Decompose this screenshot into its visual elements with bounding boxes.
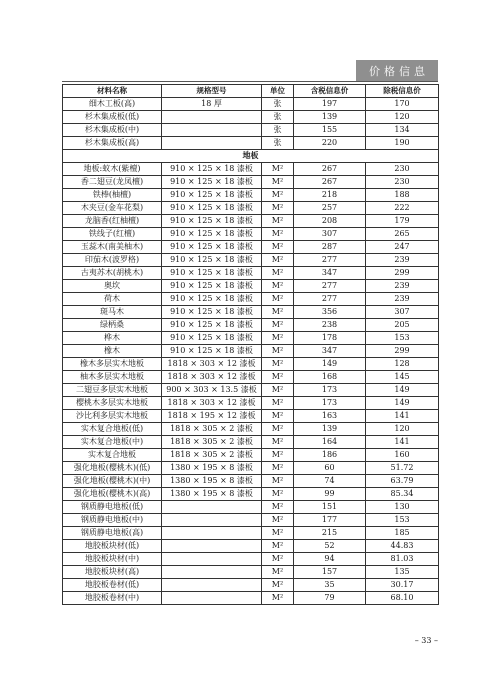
cell-price-tax-excl: 179 bbox=[366, 215, 439, 228]
cell-price-tax-excl: 44.83 bbox=[366, 540, 439, 553]
table-row bbox=[63, 579, 439, 592]
cell-price-tax-excl: 239 bbox=[366, 254, 439, 267]
table-row bbox=[63, 98, 439, 111]
cell-spec: 910 × 125 × 18 漆板 bbox=[162, 176, 262, 189]
table-row bbox=[63, 124, 439, 137]
cell-price-tax-excl: 30.17 bbox=[366, 579, 439, 592]
table-row bbox=[63, 553, 439, 566]
cell-price-tax-incl: 257 bbox=[294, 202, 366, 215]
cell-spec bbox=[162, 527, 262, 540]
cell-spec: 910 × 125 × 18 漆板 bbox=[162, 293, 262, 306]
cell-material-name: 绿柄桑 bbox=[63, 319, 162, 332]
cell-price-tax-incl: 208 bbox=[294, 215, 366, 228]
page-number: – 33 – bbox=[414, 636, 438, 645]
cell-price-tax-incl: 52 bbox=[294, 540, 366, 553]
table-row bbox=[63, 254, 439, 267]
cell-unit: M² bbox=[262, 410, 294, 423]
cell-price-tax-incl: 277 bbox=[294, 280, 366, 293]
cell-spec: 910 × 125 × 18 漆板 bbox=[162, 345, 262, 358]
table-row bbox=[63, 397, 439, 410]
cell-unit: 张 bbox=[262, 137, 294, 150]
cell-price-tax-incl: 238 bbox=[294, 319, 366, 332]
cell-unit: M² bbox=[262, 527, 294, 540]
table-row bbox=[63, 449, 439, 462]
cell-material-name: 橡木 bbox=[63, 345, 162, 358]
cell-spec bbox=[162, 579, 262, 592]
cell-unit: M² bbox=[262, 293, 294, 306]
table-row bbox=[63, 475, 439, 488]
cell-price-tax-excl: 128 bbox=[366, 358, 439, 371]
cell-price-tax-excl: 205 bbox=[366, 319, 439, 332]
cell-price-tax-incl: 347 bbox=[294, 345, 366, 358]
cell-material-name: 木夹豆(金车花梨) bbox=[63, 202, 162, 215]
table-row bbox=[63, 345, 439, 358]
cell-spec: 1818 × 303 × 12 漆板 bbox=[162, 371, 262, 384]
cell-spec: 910 × 125 × 18 漆板 bbox=[162, 280, 262, 293]
cell-price-tax-excl: 85.34 bbox=[366, 488, 439, 501]
table-row bbox=[63, 514, 439, 527]
column-header-tax-excl: 除税信息价 bbox=[366, 85, 439, 98]
cell-material-name: 实木复合地板(中) bbox=[63, 436, 162, 449]
table-row bbox=[63, 241, 439, 254]
cell-unit: M² bbox=[262, 345, 294, 358]
cell-price-tax-incl: 173 bbox=[294, 397, 366, 410]
table-row bbox=[63, 228, 439, 241]
cell-price-tax-excl: 299 bbox=[366, 345, 439, 358]
cell-material-name: 地板:蚁木(紫檀) bbox=[63, 163, 162, 176]
cell-price-tax-excl: 81.03 bbox=[366, 553, 439, 566]
cell-spec: 910 × 125 × 18 漆板 bbox=[162, 332, 262, 345]
table-row bbox=[63, 371, 439, 384]
section-row bbox=[63, 150, 439, 163]
cell-unit: M² bbox=[262, 423, 294, 436]
cell-price-tax-excl: 230 bbox=[366, 176, 439, 189]
cell-price-tax-incl: 218 bbox=[294, 189, 366, 202]
cell-unit: M² bbox=[262, 371, 294, 384]
table-row bbox=[63, 384, 439, 397]
cell-material-name: 地胶板卷材(中) bbox=[63, 592, 162, 605]
cell-material-name: 樱桃木多层实木地板 bbox=[63, 397, 162, 410]
cell-spec bbox=[162, 592, 262, 605]
cell-price-tax-incl: 99 bbox=[294, 488, 366, 501]
table-row bbox=[63, 111, 439, 124]
cell-price-tax-excl: 145 bbox=[366, 371, 439, 384]
cell-price-tax-excl: 190 bbox=[366, 137, 439, 150]
cell-spec bbox=[162, 540, 262, 553]
column-header-name: 材料名称 bbox=[63, 85, 162, 98]
cell-price-tax-incl: 139 bbox=[294, 111, 366, 124]
cell-price-tax-incl: 347 bbox=[294, 267, 366, 280]
table-row bbox=[63, 319, 439, 332]
cell-unit: M² bbox=[262, 514, 294, 527]
cell-unit: 张 bbox=[262, 124, 294, 137]
cell-spec: 1818 × 195 × 12 漆板 bbox=[162, 410, 262, 423]
cell-material-name: 龙脑香(红柚檀) bbox=[63, 215, 162, 228]
cell-material-name: 钢质静电地板(高) bbox=[63, 527, 162, 540]
cell-material-name: 香二翅豆(龙凤檀) bbox=[63, 176, 162, 189]
table-row bbox=[63, 202, 439, 215]
cell-unit: M² bbox=[262, 488, 294, 501]
cell-material-name: 地胶板块材(中) bbox=[63, 553, 162, 566]
cell-price-tax-excl: 134 bbox=[366, 124, 439, 137]
cell-price-tax-excl: 247 bbox=[366, 241, 439, 254]
cell-unit: M² bbox=[262, 267, 294, 280]
cell-spec: 910 × 125 × 18 漆板 bbox=[162, 215, 262, 228]
cell-unit: M² bbox=[262, 579, 294, 592]
table-row bbox=[63, 423, 439, 436]
cell-material-name: 实木复合地板(低) bbox=[63, 423, 162, 436]
cell-spec: 1818 × 303 × 12 漆板 bbox=[162, 358, 262, 371]
column-header-tax-incl: 含税信息价 bbox=[294, 85, 366, 98]
cell-price-tax-incl: 307 bbox=[294, 228, 366, 241]
cell-price-tax-excl: 120 bbox=[366, 111, 439, 124]
cell-price-tax-excl: 130 bbox=[366, 501, 439, 514]
cell-price-tax-excl: 230 bbox=[366, 163, 439, 176]
table-row bbox=[63, 189, 439, 202]
cell-material-name: 细木工板(高) bbox=[63, 98, 162, 111]
cell-price-tax-incl: 139 bbox=[294, 423, 366, 436]
cell-unit: M² bbox=[262, 306, 294, 319]
cell-unit: M² bbox=[262, 280, 294, 293]
cell-spec: 910 × 125 × 18 漆板 bbox=[162, 163, 262, 176]
cell-price-tax-incl: 267 bbox=[294, 176, 366, 189]
cell-price-tax-incl: 35 bbox=[294, 579, 366, 592]
cell-unit: M² bbox=[262, 254, 294, 267]
cell-price-tax-incl: 163 bbox=[294, 410, 366, 423]
table-row bbox=[63, 358, 439, 371]
cell-price-tax-excl: 149 bbox=[366, 384, 439, 397]
cell-material-name: 铁棒(柚檀) bbox=[63, 189, 162, 202]
cell-spec: 18 厚 bbox=[162, 98, 262, 111]
cell-material-name: 印茄木(波罗格) bbox=[63, 254, 162, 267]
cell-price-tax-incl: 164 bbox=[294, 436, 366, 449]
table-body bbox=[63, 98, 439, 605]
cell-material-name: 荷木 bbox=[63, 293, 162, 306]
column-header-unit: 单位 bbox=[262, 85, 294, 98]
cell-price-tax-excl: 153 bbox=[366, 514, 439, 527]
cell-spec bbox=[162, 137, 262, 150]
cell-spec: 910 × 125 × 18 漆板 bbox=[162, 189, 262, 202]
cell-price-tax-incl: 151 bbox=[294, 501, 366, 514]
cell-material-name: 地胶板块材(低) bbox=[63, 540, 162, 553]
cell-price-tax-incl: 79 bbox=[294, 592, 366, 605]
cell-spec bbox=[162, 553, 262, 566]
cell-spec: 1818 × 305 × 2 漆板 bbox=[162, 436, 262, 449]
cell-unit: M² bbox=[262, 319, 294, 332]
cell-unit: M² bbox=[262, 228, 294, 241]
table-row bbox=[63, 462, 439, 475]
cell-material-name: 钢质静电地板(低) bbox=[63, 501, 162, 514]
cell-price-tax-incl: 178 bbox=[294, 332, 366, 345]
cell-spec bbox=[162, 111, 262, 124]
price-table bbox=[62, 84, 439, 605]
table-row bbox=[63, 176, 439, 189]
cell-spec bbox=[162, 501, 262, 514]
cell-spec: 1818 × 303 × 12 漆板 bbox=[162, 397, 262, 410]
cell-material-name: 橡木多层实木地板 bbox=[63, 358, 162, 371]
cell-spec: 1818 × 305 × 2 漆板 bbox=[162, 423, 262, 436]
cell-price-tax-incl: 215 bbox=[294, 527, 366, 540]
table-header-row bbox=[63, 85, 439, 98]
cell-spec: 1380 × 195 × 8 漆板 bbox=[162, 488, 262, 501]
cell-material-name: 地胶板块材(高) bbox=[63, 566, 162, 579]
cell-price-tax-incl: 155 bbox=[294, 124, 366, 137]
cell-unit: M² bbox=[262, 332, 294, 345]
cell-price-tax-excl: 307 bbox=[366, 306, 439, 319]
cell-price-tax-incl: 157 bbox=[294, 566, 366, 579]
cell-price-tax-excl: 265 bbox=[366, 228, 439, 241]
cell-spec: 910 × 125 × 18 漆板 bbox=[162, 254, 262, 267]
cell-price-tax-incl: 356 bbox=[294, 306, 366, 319]
cell-unit: M² bbox=[262, 215, 294, 228]
table-row bbox=[63, 293, 439, 306]
cell-price-tax-excl: 188 bbox=[366, 189, 439, 202]
cell-price-tax-incl: 60 bbox=[294, 462, 366, 475]
cell-material-name: 柚木多层实木地板 bbox=[63, 371, 162, 384]
cell-unit: M² bbox=[262, 592, 294, 605]
table-row bbox=[63, 215, 439, 228]
cell-price-tax-incl: 168 bbox=[294, 371, 366, 384]
cell-price-tax-incl: 277 bbox=[294, 293, 366, 306]
cell-price-tax-excl: 135 bbox=[366, 566, 439, 579]
cell-spec: 1380 × 195 × 8 漆板 bbox=[162, 462, 262, 475]
cell-material-name: 二翅豆多层实木地板 bbox=[63, 384, 162, 397]
cell-material-name: 强化地板(樱桃木)(中) bbox=[63, 475, 162, 488]
cell-price-tax-incl: 267 bbox=[294, 163, 366, 176]
cell-price-tax-incl: 173 bbox=[294, 384, 366, 397]
cell-unit: M² bbox=[262, 176, 294, 189]
cell-price-tax-excl: 299 bbox=[366, 267, 439, 280]
table-row bbox=[63, 410, 439, 423]
table-row bbox=[63, 527, 439, 540]
cell-price-tax-excl: 239 bbox=[366, 280, 439, 293]
section-tab bbox=[356, 60, 438, 81]
cell-material-name: 玉蕊木(南美柚木) bbox=[63, 241, 162, 254]
cell-unit: M² bbox=[262, 241, 294, 254]
cell-price-tax-incl: 197 bbox=[294, 98, 366, 111]
cell-spec: 1818 × 305 × 2 漆板 bbox=[162, 449, 262, 462]
cell-material-name: 铁线子(红檀) bbox=[63, 228, 162, 241]
cell-unit: M² bbox=[262, 540, 294, 553]
cell-price-tax-excl: 68.10 bbox=[366, 592, 439, 605]
cell-price-tax-incl: 186 bbox=[294, 449, 366, 462]
cell-spec: 900 × 303 × 13.5 漆板 bbox=[162, 384, 262, 397]
cell-material-name: 钢质静电地板(中) bbox=[63, 514, 162, 527]
cell-spec bbox=[162, 514, 262, 527]
cell-spec: 910 × 125 × 18 漆板 bbox=[162, 267, 262, 280]
cell-price-tax-excl: 222 bbox=[366, 202, 439, 215]
cell-material-name: 杉木集成板(低) bbox=[63, 111, 162, 124]
cell-price-tax-excl: 63.79 bbox=[366, 475, 439, 488]
cell-spec bbox=[162, 566, 262, 579]
cell-unit: M² bbox=[262, 566, 294, 579]
column-header-spec: 规格型号 bbox=[162, 85, 262, 98]
cell-price-tax-incl: 177 bbox=[294, 514, 366, 527]
cell-material-name: 桦木 bbox=[63, 332, 162, 345]
cell-spec bbox=[162, 124, 262, 137]
table-row bbox=[63, 163, 439, 176]
cell-unit: M² bbox=[262, 358, 294, 371]
table-row bbox=[63, 592, 439, 605]
cell-unit: 张 bbox=[262, 98, 294, 111]
cell-price-tax-excl: 170 bbox=[366, 98, 439, 111]
cell-price-tax-incl: 94 bbox=[294, 553, 366, 566]
table-row bbox=[63, 436, 439, 449]
cell-unit: M² bbox=[262, 202, 294, 215]
cell-price-tax-excl: 160 bbox=[366, 449, 439, 462]
cell-material-name: 实木复合地板 bbox=[63, 449, 162, 462]
table-row bbox=[63, 566, 439, 579]
cell-price-tax-excl: 239 bbox=[366, 293, 439, 306]
cell-spec: 910 × 125 × 18 漆板 bbox=[162, 241, 262, 254]
cell-material-name: 强化地板(樱桃木)(低) bbox=[63, 462, 162, 475]
cell-unit: M² bbox=[262, 436, 294, 449]
cell-material-name: 地胶板卷材(低) bbox=[63, 579, 162, 592]
cell-unit: M² bbox=[262, 384, 294, 397]
cell-material-name: 杉木集成板(高) bbox=[63, 137, 162, 150]
cell-unit: M² bbox=[262, 163, 294, 176]
cell-price-tax-incl: 220 bbox=[294, 137, 366, 150]
cell-unit: 张 bbox=[262, 111, 294, 124]
cell-unit: M² bbox=[262, 189, 294, 202]
cell-price-tax-incl: 74 bbox=[294, 475, 366, 488]
cell-unit: M² bbox=[262, 397, 294, 410]
cell-unit: M² bbox=[262, 553, 294, 566]
cell-material-name: 强化地板(樱桃木)(高) bbox=[63, 488, 162, 501]
section-title: 地板 bbox=[63, 150, 439, 163]
cell-price-tax-excl: 141 bbox=[366, 436, 439, 449]
cell-material-name: 杉木集成板(中) bbox=[63, 124, 162, 137]
cell-spec: 910 × 125 × 18 漆板 bbox=[162, 228, 262, 241]
cell-spec: 910 × 125 × 18 漆板 bbox=[162, 202, 262, 215]
table-row bbox=[63, 267, 439, 280]
cell-price-tax-incl: 149 bbox=[294, 358, 366, 371]
cell-price-tax-incl: 277 bbox=[294, 254, 366, 267]
cell-price-tax-excl: 153 bbox=[366, 332, 439, 345]
header-rule bbox=[62, 81, 438, 82]
cell-price-tax-incl: 287 bbox=[294, 241, 366, 254]
cell-price-tax-excl: 141 bbox=[366, 410, 439, 423]
cell-unit: M² bbox=[262, 462, 294, 475]
table-row bbox=[63, 332, 439, 345]
table-row bbox=[63, 488, 439, 501]
table-row bbox=[63, 280, 439, 293]
cell-price-tax-excl: 51.72 bbox=[366, 462, 439, 475]
cell-material-name: 古夷苏木(胡桃木) bbox=[63, 267, 162, 280]
cell-material-name: 奥坎 bbox=[63, 280, 162, 293]
cell-unit: M² bbox=[262, 501, 294, 514]
table-row bbox=[63, 306, 439, 319]
table-row bbox=[63, 501, 439, 514]
cell-spec: 910 × 125 × 18 漆板 bbox=[162, 319, 262, 332]
section-tab-label: 价格信息 bbox=[369, 64, 429, 78]
table-row bbox=[63, 540, 439, 553]
cell-material-name: 沙比利多层实木地板 bbox=[63, 410, 162, 423]
cell-price-tax-excl: 120 bbox=[366, 423, 439, 436]
cell-price-tax-excl: 185 bbox=[366, 527, 439, 540]
cell-unit: M² bbox=[262, 475, 294, 488]
cell-spec: 1380 × 195 × 8 漆板 bbox=[162, 475, 262, 488]
table-row bbox=[63, 137, 439, 150]
cell-spec: 910 × 125 × 18 漆板 bbox=[162, 306, 262, 319]
cell-unit: M² bbox=[262, 449, 294, 462]
cell-price-tax-excl: 149 bbox=[366, 397, 439, 410]
cell-material-name: 斑马木 bbox=[63, 306, 162, 319]
